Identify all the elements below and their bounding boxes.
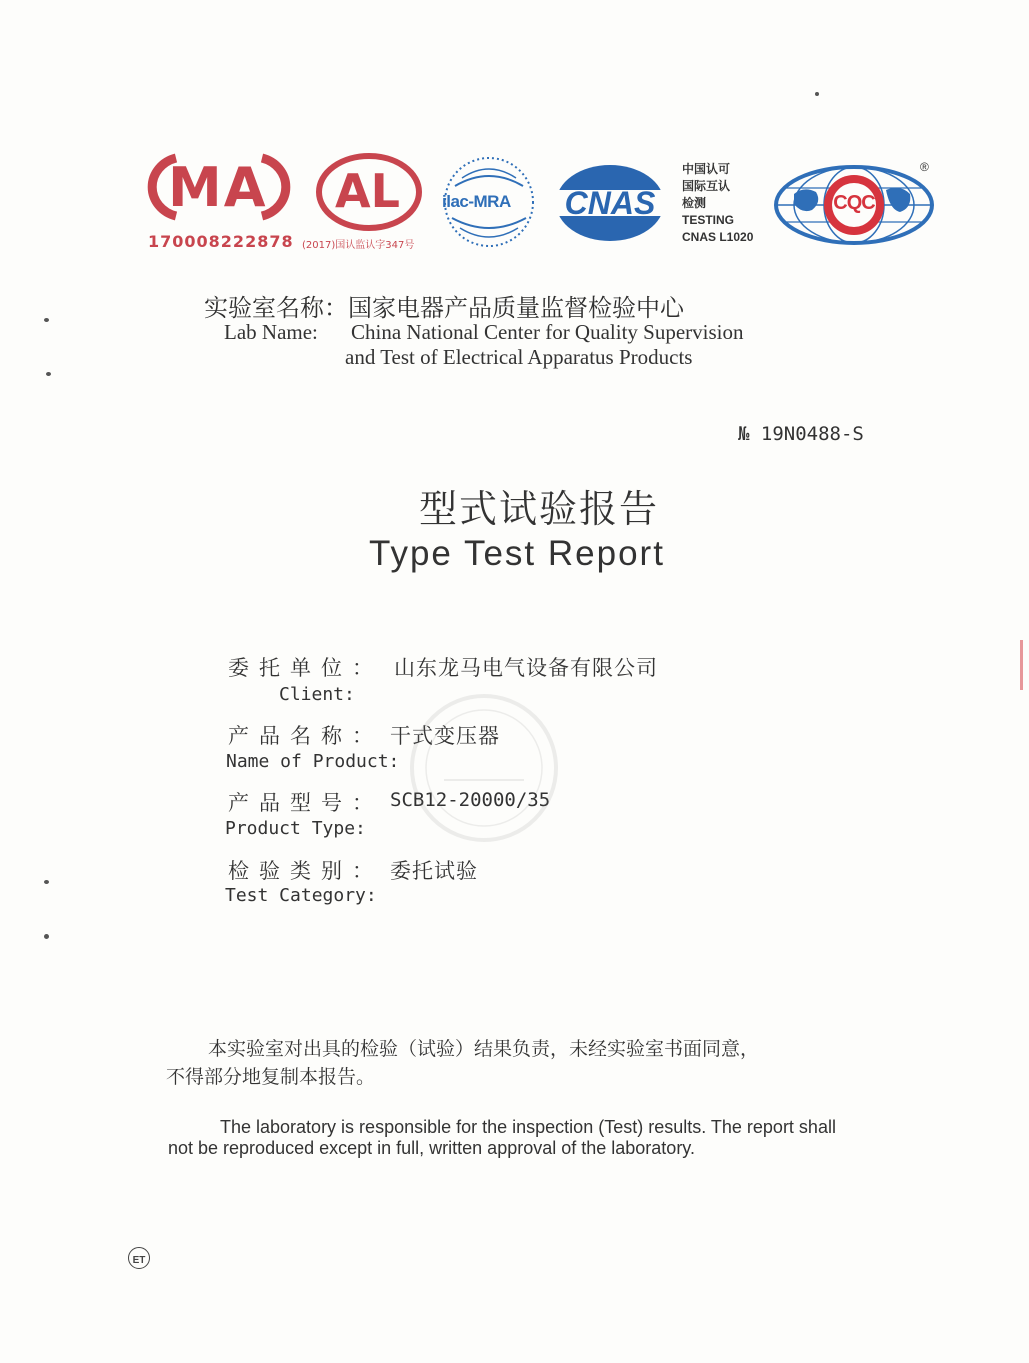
cnas-text-block <box>682 161 772 246</box>
field-label-cn: 委托单位： <box>228 656 383 680</box>
report-title-cn: 型式试验报告 <box>418 487 659 531</box>
field-value: 山东龙马电气设备有限公司 <box>394 656 658 680</box>
footer-et-text: ET <box>132 1255 146 1266</box>
scan-speck <box>46 372 51 376</box>
cnas-text-line: CNAS L1020 <box>682 230 754 244</box>
scan-speck <box>44 318 49 322</box>
cqc-mark-text: CQC <box>833 192 875 214</box>
lab-name-en-line1: China National Center for Quality Supervision <box>351 320 744 344</box>
ilac-mark-text: ilac-MRA <box>442 192 511 211</box>
field-label-en: Client: <box>279 684 355 705</box>
lab-name-en-line2: and Test of Electrical Apparatus Products <box>345 345 693 369</box>
field-label-en: Test Category: <box>225 885 377 906</box>
scan-edge-mark <box>1020 640 1023 690</box>
cma-number: 170008222878 <box>148 232 294 251</box>
lab-name-cn: 实验室名称：国家电器产品质量监督检验中心 <box>204 294 684 322</box>
disclaimer-cn-line1: 本实验室对出具的检验（试验）结果负责，未经实验室书面同意， <box>208 1038 760 1060</box>
field-test-category <box>225 855 748 911</box>
ilac-mra-logo <box>440 156 538 248</box>
disclaimer-en-line1: The laboratory is responsible for the inspection (Test) results. The report shall <box>220 1117 836 1137</box>
cnas-text-line: 检测 <box>682 196 707 210</box>
field-label-en: Product Type: <box>225 818 366 839</box>
cal-caption: (2017)国认监认字347号 <box>302 240 415 251</box>
disclaimer-cn-line2: 不得部分地复制本报告。 <box>166 1066 376 1088</box>
scan-speck <box>815 92 819 96</box>
footer-et-mark <box>128 1247 150 1269</box>
report-number: № 19N0488-S <box>738 423 864 445</box>
cnas-logo <box>554 163 666 243</box>
cnas-text-line: TESTING <box>682 213 735 227</box>
field-label-cn: 产品名称： <box>228 724 383 748</box>
cma-logo <box>146 152 296 252</box>
cnas-text-line: 国际互认 <box>682 179 731 193</box>
cal-mark-text: AL <box>335 164 400 218</box>
cma-mark-text: MA <box>168 156 268 219</box>
disclaimer-en-line2: not be reproduced except in full, written approval of the laboratory. <box>168 1138 695 1158</box>
seal-stamp-icon <box>404 688 564 848</box>
cnas-text-line: 中国认可 <box>682 162 731 176</box>
lab-name-label-en: Lab Name: <box>224 320 318 344</box>
field-label-cn: 检验类别： <box>228 859 383 883</box>
cnas-mark-text: CNAS <box>564 185 656 221</box>
cqc-logo <box>774 160 936 246</box>
cal-logo <box>302 152 437 252</box>
field-value: SCB12-20000/35 <box>390 789 551 811</box>
registered-mark: ® <box>920 160 929 174</box>
field-value: 干式变压器 <box>390 724 500 748</box>
field-label-cn: 产品型号： <box>228 791 383 815</box>
report-title-en: Type Test Report <box>369 534 665 573</box>
scan-speck <box>44 880 49 884</box>
field-value: 委托试验 <box>390 859 478 883</box>
field-label-en: Name of Product: <box>226 751 400 772</box>
scan-speck <box>44 934 49 939</box>
